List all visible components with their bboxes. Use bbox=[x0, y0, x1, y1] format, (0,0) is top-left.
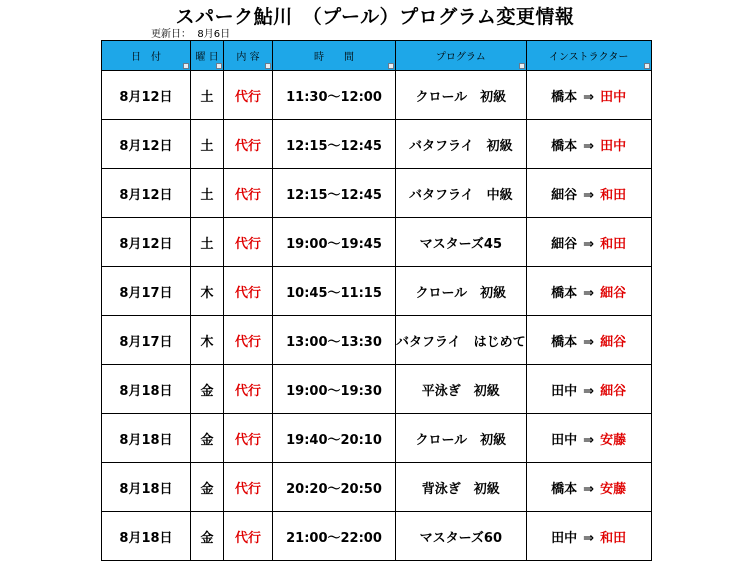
schedule-table bbox=[101, 40, 652, 561]
cell-program[interactable]: 背泳ぎ 初級 bbox=[396, 463, 527, 512]
cell-instructor[interactable]: 橋本 ⇒ 細谷 bbox=[526, 267, 651, 316]
header-row bbox=[102, 41, 652, 71]
cell-program[interactable]: マスターズ60 bbox=[396, 512, 527, 561]
filter-dropdown-icon[interactable] bbox=[265, 63, 271, 69]
arrow-icon: ⇒ bbox=[583, 285, 595, 301]
cell-date[interactable]: 8月12日 bbox=[102, 71, 191, 120]
cell-date[interactable]: 8月17日 bbox=[102, 267, 191, 316]
cell-day[interactable]: 土 bbox=[191, 169, 224, 218]
cell-program[interactable]: クロール 初級 bbox=[396, 267, 527, 316]
cell-type[interactable]: 代行 bbox=[224, 218, 273, 267]
table-row bbox=[102, 414, 652, 463]
cell-date[interactable]: 8月12日 bbox=[102, 120, 191, 169]
table-row bbox=[102, 218, 652, 267]
arrow-icon: ⇒ bbox=[583, 138, 595, 154]
cell-program[interactable]: バタフライ 中級 bbox=[396, 169, 527, 218]
cell-program[interactable]: クロール 初級 bbox=[396, 414, 527, 463]
cell-day[interactable]: 木 bbox=[191, 316, 224, 365]
cell-type[interactable]: 代行 bbox=[224, 463, 273, 512]
cell-instructor[interactable]: 田中 ⇒ 安藤 bbox=[526, 414, 651, 463]
header-time[interactable]: 時 間 bbox=[273, 41, 396, 71]
cell-instructor[interactable]: 橋本 ⇒ 田中 bbox=[526, 120, 651, 169]
cell-instructor[interactable]: 橋本 ⇒ 安藤 bbox=[526, 463, 651, 512]
table-row bbox=[102, 365, 652, 414]
cell-time[interactable]: 13:00～13:30 bbox=[273, 316, 396, 365]
table-row bbox=[102, 463, 652, 512]
cell-time[interactable]: 11:30～12:00 bbox=[273, 71, 396, 120]
cell-day[interactable]: 金 bbox=[191, 463, 224, 512]
cell-program[interactable]: マスターズ45 bbox=[396, 218, 527, 267]
arrow-icon: ⇒ bbox=[583, 383, 595, 399]
cell-time[interactable]: 12:15～12:45 bbox=[273, 169, 396, 218]
table-row bbox=[102, 120, 652, 169]
cell-date[interactable]: 8月18日 bbox=[102, 365, 191, 414]
cell-instructor[interactable]: 細谷 ⇒ 和田 bbox=[526, 218, 651, 267]
updated-label: 更新日： bbox=[151, 29, 191, 40]
cell-instructor[interactable]: 田中 ⇒ 細谷 bbox=[526, 365, 651, 414]
cell-type[interactable]: 代行 bbox=[224, 365, 273, 414]
cell-day[interactable]: 土 bbox=[191, 120, 224, 169]
table-row bbox=[102, 267, 652, 316]
cell-date[interactable]: 8月12日 bbox=[102, 169, 191, 218]
arrow-icon: ⇒ bbox=[583, 432, 595, 448]
cell-program[interactable]: 平泳ぎ 初級 bbox=[396, 365, 527, 414]
arrow-icon: ⇒ bbox=[583, 334, 595, 350]
cell-instructor[interactable]: 橋本 ⇒ 田中 bbox=[526, 71, 651, 120]
header-date[interactable]: 日 付 bbox=[102, 41, 191, 71]
arrow-icon: ⇒ bbox=[583, 89, 595, 105]
cell-time[interactable]: 19:00～19:45 bbox=[273, 218, 396, 267]
cell-type[interactable]: 代行 bbox=[224, 414, 273, 463]
cell-date[interactable]: 8月18日 bbox=[102, 463, 191, 512]
cell-type[interactable]: 代行 bbox=[224, 267, 273, 316]
table-row bbox=[102, 71, 652, 120]
filter-dropdown-icon[interactable] bbox=[644, 63, 650, 69]
filter-dropdown-icon[interactable] bbox=[388, 63, 394, 69]
header-instructor[interactable]: インストラクター bbox=[526, 41, 651, 71]
cell-day[interactable]: 金 bbox=[191, 365, 224, 414]
cell-date[interactable]: 8月12日 bbox=[102, 218, 191, 267]
cell-day[interactable]: 土 bbox=[191, 71, 224, 120]
filter-dropdown-icon[interactable] bbox=[183, 63, 189, 69]
header-type[interactable]: 内 容 bbox=[224, 41, 273, 71]
cell-type[interactable]: 代行 bbox=[224, 169, 273, 218]
cell-day[interactable]: 土 bbox=[191, 218, 224, 267]
updated-value: 8月6日 bbox=[197, 29, 231, 40]
cell-program[interactable]: バタフライ 初級 bbox=[396, 120, 527, 169]
cell-time[interactable]: 19:40～20:10 bbox=[273, 414, 396, 463]
updated-date bbox=[151, 25, 230, 40]
cell-time[interactable]: 12:15～12:45 bbox=[273, 120, 396, 169]
table-row bbox=[102, 316, 652, 365]
cell-day[interactable]: 金 bbox=[191, 512, 224, 561]
cell-type[interactable]: 代行 bbox=[224, 316, 273, 365]
cell-date[interactable]: 8月17日 bbox=[102, 316, 191, 365]
cell-day[interactable]: 金 bbox=[191, 414, 224, 463]
table-row bbox=[102, 169, 652, 218]
cell-instructor[interactable]: 細谷 ⇒ 和田 bbox=[526, 169, 651, 218]
header-program[interactable]: プログラム bbox=[396, 41, 527, 71]
page-title: スパーク鮎川 （プール）プログラム変更情報 bbox=[175, 6, 575, 28]
arrow-icon: ⇒ bbox=[583, 187, 595, 203]
cell-instructor[interactable]: 橋本 ⇒ 細谷 bbox=[526, 316, 651, 365]
filter-dropdown-icon[interactable] bbox=[519, 63, 525, 69]
header-day[interactable]: 曜 日 bbox=[191, 41, 224, 71]
table-row bbox=[102, 512, 652, 561]
cell-time[interactable]: 10:45～11:15 bbox=[273, 267, 396, 316]
cell-time[interactable]: 21:00～22:00 bbox=[273, 512, 396, 561]
arrow-icon: ⇒ bbox=[583, 481, 595, 497]
cell-program[interactable]: クロール 初級 bbox=[396, 71, 527, 120]
cell-time[interactable]: 19:00～19:30 bbox=[273, 365, 396, 414]
cell-time[interactable]: 20:20～20:50 bbox=[273, 463, 396, 512]
cell-date[interactable]: 8月18日 bbox=[102, 512, 191, 561]
arrow-icon: ⇒ bbox=[583, 236, 595, 252]
filter-dropdown-icon[interactable] bbox=[216, 63, 222, 69]
cell-type[interactable]: 代行 bbox=[224, 120, 273, 169]
cell-type[interactable]: 代行 bbox=[224, 512, 273, 561]
cell-date[interactable]: 8月18日 bbox=[102, 414, 191, 463]
arrow-icon: ⇒ bbox=[583, 530, 595, 546]
cell-type[interactable]: 代行 bbox=[224, 71, 273, 120]
cell-day[interactable]: 木 bbox=[191, 267, 224, 316]
cell-instructor[interactable]: 田中 ⇒ 和田 bbox=[526, 512, 651, 561]
cell-program[interactable]: バタフライ はじめて bbox=[396, 316, 527, 365]
